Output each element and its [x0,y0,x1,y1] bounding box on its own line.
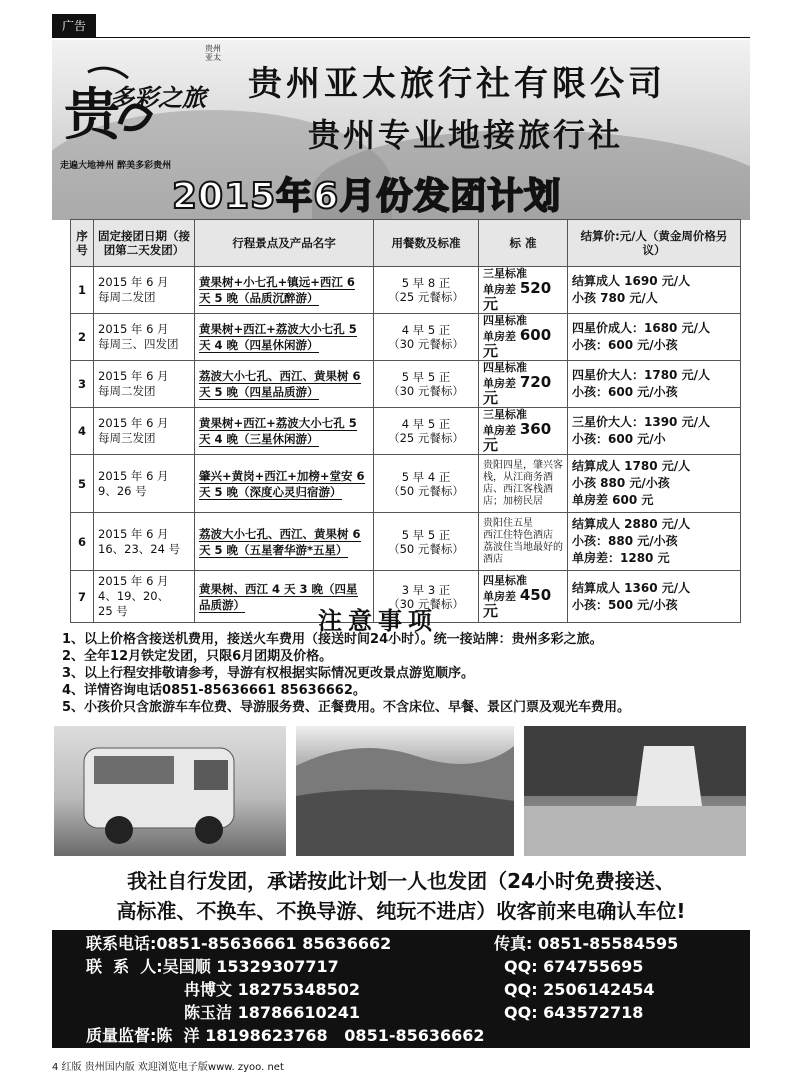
person-qq: QQ: 2506142454 [504,980,655,999]
table-row [71,408,741,455]
single-room-label: 单房差 [483,424,516,437]
waterfall-photo [524,726,746,856]
header-rule [52,37,750,38]
note-item: 4、详情咨询电话0851-85636661 85636662。 [62,683,366,698]
row-date: 2015 年 6 月 每周三发团 [94,408,195,455]
row-number: 5 [71,455,94,513]
person-name: :吴国顺 [156,957,211,976]
meal-count: 5 早 4 正 [401,469,451,484]
row-standard [479,361,568,408]
price-line: 小孩：500 元/小孩 [572,597,678,612]
standard-level: 四星标准 [483,573,527,587]
price-line: 小孩：600 元/小孩 [572,338,678,352]
person-label: 联 系 人 [86,957,157,976]
contact-quality-row [86,1024,485,1047]
row-number: 3 [71,361,94,408]
meal-standard: （30 元餐标） [388,596,464,611]
route-text: 黄果树、西江 4 天 3 晚（四星品质游） [199,581,358,612]
quality-label: 质量监督 [86,1026,151,1045]
row-meal [374,314,479,361]
single-room-value: 600 元 [483,326,552,360]
logo-company-mark: 贵州 亚太 [205,44,221,62]
table-row [71,361,741,408]
promo-banner [52,866,750,926]
row-meal [374,455,479,513]
single-room-row [483,585,563,620]
quality-value: :陈 洋 18198623768 0851-85636662 [150,1026,485,1045]
row-price [568,571,741,623]
row-standard [479,314,568,361]
single-room-value: 720 元 [483,373,552,407]
row-route [195,361,374,408]
row-price [568,513,741,571]
price-line: 单房差：1280 元 [572,551,670,565]
tour-schedule-table [70,219,741,623]
single-room-label: 单房差 [483,377,516,390]
row-date: 2015 年 6 月 每周二发团 [94,361,195,408]
single-room-row [483,281,563,313]
single-room-value: 520 元 [483,279,552,313]
note-item: 3、以上行程安排敬请参考，导游有权根据实际情况更改景点游览顺序。 [62,666,475,681]
price-line: 小孩：600 元/小孩 [572,385,678,399]
meal-count: 5 早 8 正 [401,276,451,290]
person-name: 陈玉洁 [184,1003,233,1022]
row-meal [374,267,479,314]
table-row [71,267,741,314]
row-price [568,455,741,513]
table-header-row [71,220,741,267]
contact-fax-row [494,932,678,955]
company-subtitle: 贵州专业地接旅行社 [308,116,624,154]
fax-value: : 0851-85584595 [526,934,679,953]
village-photo [296,726,514,856]
row-number: 2 [71,314,94,361]
price-line: 三星价大人：1390 元/人 [572,415,710,429]
row-date: 2015 年 6 月 每周二发团 [94,267,195,314]
meal-standard: （30 元餐标） [388,384,464,398]
meal-standard: （25 元餐标） [388,290,464,304]
row-standard [479,408,568,455]
promo-line: 我社自行发团，承诺按此计划一人也发团（24小时免费接送、 [127,869,675,893]
row-number: 1 [71,267,94,314]
row-route [195,267,374,314]
contact-person-row [86,955,339,978]
row-date: 2015 年 6 月 9、26 号 [94,455,195,513]
meal-count: 4 早 5 正 [401,323,451,337]
single-room-row [483,422,563,454]
col-header-no: 序号 [71,220,94,267]
phone-label: 联系电话 [86,934,151,953]
logo-slogan: 走遍大地神州 醉美多彩贵州 [60,161,172,171]
logo-brand: 多彩之旅 [110,83,206,112]
row-price [568,267,741,314]
note-item: 1、以上价格含接送机费用，接送火车费用（接送时间24小时）。统一接站牌：贵州多彩之旅。 [62,632,603,647]
row-standard [479,571,568,623]
single-room-row [483,328,563,360]
meal-standard: （50 元餐标） [388,483,464,498]
standard-level: 三星标准 [483,267,527,280]
row-standard [479,513,568,571]
table-row [71,314,741,361]
col-header-price: 结算价:元/人（黄金周价格另议） [568,220,741,267]
price-line: 小孩：600 元/小 [572,432,666,446]
row-price [568,408,741,455]
minibus-photo [54,726,286,856]
route-text: 黄果树+西江+荔波大小七孔 5 天 4 晚（四星休闲游） [199,322,357,352]
row-route [195,408,374,455]
single-room-value: 450 元 [483,585,552,620]
row-standard [479,267,568,314]
notes-list [62,631,752,716]
meal-count: 5 早 5 正 [401,527,451,542]
note-item: 2、全年12月铁定发团，只限6月团期及价格。 [62,649,333,664]
contact-person-row [184,978,360,1001]
person-mobile: 18275348502 [237,980,361,999]
single-room-label: 单房差 [483,283,516,296]
promo-line: 高标准、不换车、不换导游、纯玩不进店）收客前来电确认车位! [116,899,686,923]
price-line: 四星价成人：1680 元/人 [572,321,710,335]
standard-level: 四星标准 [483,314,527,327]
col-header-route: 行程景点及产品名字 [195,220,374,267]
row-date: 2015 年 6 月 4、19、20、 25 号 [94,571,195,623]
ad-tag: 广告 [52,14,96,37]
row-number: 6 [71,513,94,571]
row-route [195,513,374,571]
price-line: 单房差 600 元 [572,493,654,507]
standard-level: 四星标准 [483,361,527,374]
page-footer: 4 红版 贵州国内版 欢迎浏览电子版www. zyoo. net [52,1062,284,1073]
route-text: 肇兴+黄岗+西江+加榜+堂安 6 天 5 晚（深度心灵归宿游） [199,468,365,499]
row-meal [374,408,479,455]
meal-standard: （50 元餐标） [388,541,464,556]
plan-title: 2015年6月份发团计划 [172,176,562,217]
single-room-label: 单房差 [483,330,516,343]
price-line: 小孩 780 元/人 [572,291,658,305]
price-line: 小孩：880 元/小孩 [572,534,678,548]
notes-title: 注意事项 [318,607,438,635]
meal-count: 3 早 3 正 [401,582,451,597]
price-line: 结算成人 1780 元/人 [572,459,691,473]
fax-label: 传真 [494,934,527,953]
person-qq: QQ: 674755695 [504,957,644,976]
meal-count: 5 早 5 正 [401,370,451,384]
contact-panel [52,930,750,1048]
person-mobile: 18786610241 [237,1003,361,1022]
contact-person-row [184,1001,360,1024]
price-line: 四星价大人：1780 元/人 [572,368,710,382]
route-text: 黄果树+小七孔+镇远+西江 6 天 5 晚（品质沉醉游） [199,275,355,305]
price-line: 小孩 880 元/小孩 [572,476,670,490]
meal-count: 4 早 5 正 [401,417,451,431]
meal-standard: （30 元餐标） [388,337,464,351]
person-mobile: 15329307717 [216,957,339,976]
standard-text: 贵阳住五星 西江住特色酒店 荔波住当地最好的酒店 [483,517,563,565]
col-header-date: 固定接团日期（接团第二天发团） [94,220,195,267]
svg-text:贵: 贵 [64,82,120,148]
row-meal [374,361,479,408]
row-date: 2015 年 6 月 16、23、24 号 [94,513,195,571]
person-name: 冉博文 [184,980,233,999]
row-route [195,314,374,361]
contact-phone-row [86,932,391,955]
single-room-row [483,375,563,407]
price-line: 结算成人 2880 元/人 [572,517,691,531]
row-price [568,314,741,361]
row-number: 7 [71,571,94,623]
single-room-label: 单房差 [483,589,516,603]
col-header-meal: 用餐数及标准 [374,220,479,267]
row-standard [479,455,568,513]
route-text: 荔波大小七孔、西江、黄果树 6 天 5 晚（四星品质游） [199,369,361,399]
row-price [568,361,741,408]
phone-value: :0851-85636661 85636662 [150,934,392,953]
table-row [71,455,741,513]
standard-level: 三星标准 [483,408,527,421]
price-line: 结算成人 1360 元/人 [572,580,691,595]
price-line: 结算成人 1690 元/人 [572,274,691,288]
note-item: 5、小孩价只含旅游车车位费、导游服务费、正餐费用。不含床位、早餐、景区门票及观光车费用。 [62,700,631,715]
row-route [195,455,374,513]
table-row [71,513,741,571]
person-qq: QQ: 643572718 [504,1003,644,1022]
col-header-standard: 标 准 [479,220,568,267]
single-room-value: 360 元 [483,420,552,454]
route-text: 荔波大小七孔、西江、黄果树 6 天 5 晚（五星奢华游*五星） [199,526,361,557]
company-name: 贵州亚太旅行社有限公司 [248,64,666,104]
row-number: 4 [71,408,94,455]
row-meal [374,513,479,571]
meal-standard: （25 元餐标） [388,431,464,445]
route-text: 黄果树+西江+荔波大小七孔 5 天 4 晚（三星休闲游） [199,416,357,446]
row-date: 2015 年 6 月 每周三、四发团 [94,314,195,361]
standard-text: 贵阳四星，肇兴客栈，从江商务酒店、西江客栈酒店；加榜民居 [483,459,563,507]
